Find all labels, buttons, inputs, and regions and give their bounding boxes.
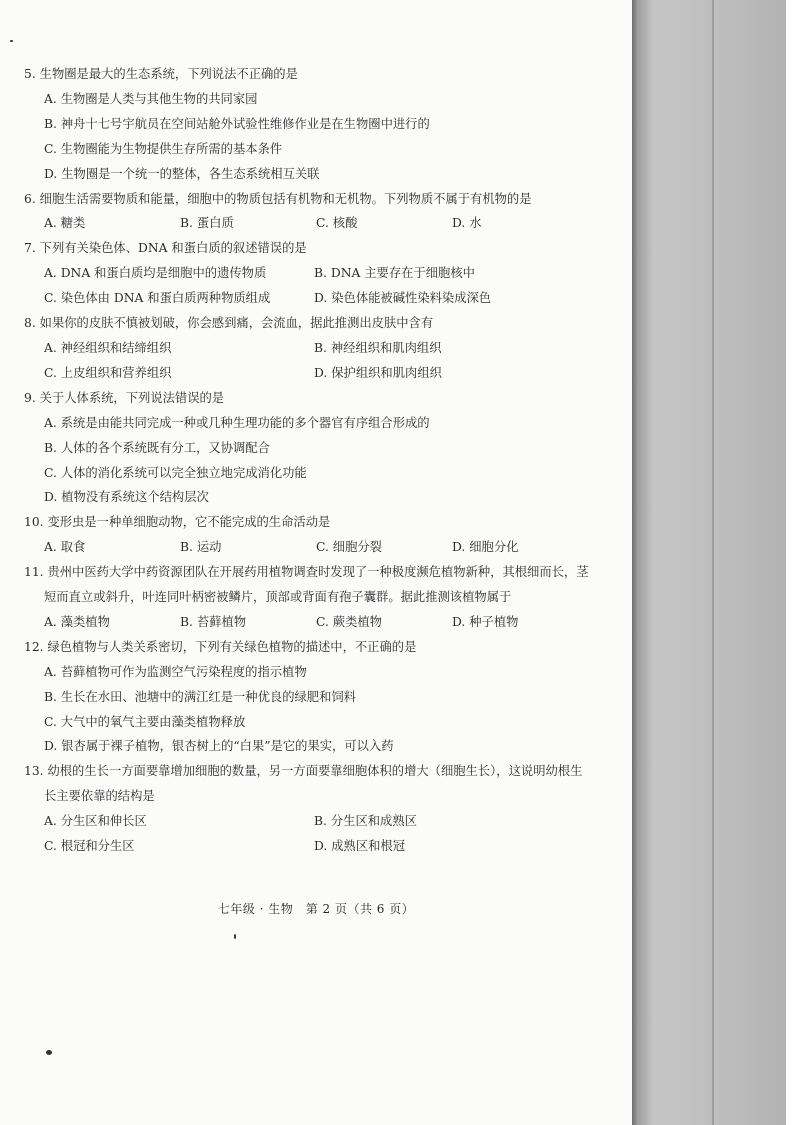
- option-b: B. 神舟十七号宇航员在空间站舱外试验性维修作业是在生物圈中进行的: [44, 116, 430, 131]
- option-b: B. 苔藓植物: [180, 614, 247, 629]
- question-stem: 11. 贵州中医药大学中药资源团队在开展药用植物调查时发现了一种极度濒危植物新种，其根细而长，茎短而直立或斜升，叶连同叶柄密被鳞片，顶部或背面有孢子囊群。据此推测该植物属于: [24, 565, 589, 605]
- scan-edge-line: [712, 0, 714, 1125]
- option-a: A. 神经组织和结缔组织: [44, 340, 172, 355]
- option-a: A. 取食: [44, 540, 86, 555]
- question-stem: 9. 关于人体系统，下列说法错误的是: [24, 390, 225, 405]
- option-d: D. 细胞分化: [452, 540, 519, 555]
- option-a: A. 藻类植物: [44, 614, 110, 629]
- question-12: [24, 635, 592, 760]
- question-9: [24, 386, 592, 511]
- option-c: C. 生物圈能为生物提供生存所需的基本条件: [44, 141, 283, 156]
- option-b: B. 运动: [180, 540, 222, 555]
- question-stem: 10. 变形虫是一种单细胞动物，它不能完成的生命活动是: [24, 515, 331, 530]
- option-a: A. 糖类: [44, 216, 86, 231]
- option-d: D. 染色体能被碱性染料染成深色: [314, 291, 492, 306]
- option-d: D. 种子植物: [452, 614, 519, 629]
- scan-speck: [10, 40, 13, 42]
- scan-speck: [234, 934, 236, 939]
- question-stem: 5. 生物圈是最大的生态系统，下列说法不正确的是: [24, 67, 298, 81]
- option-c: C. 核酸: [316, 216, 358, 231]
- question-13: [24, 759, 592, 859]
- options-row: [24, 610, 592, 635]
- option-d: D. 水: [452, 216, 482, 231]
- option-b: B. 生长在水田、池塘中的满江红是一种优良的绿肥和饲料: [44, 689, 356, 704]
- options-row: [24, 211, 592, 236]
- scan-speck: [46, 1050, 52, 1055]
- question-stem: 6. 细胞生活需要物质和能量，细胞中的物质包括有机物和无机物。下列物质不属于有机物的是: [24, 191, 532, 206]
- question-10: [24, 510, 592, 560]
- option-c: C. 人体的消化系统可以完全独立地完成消化功能: [44, 465, 307, 480]
- option-d: D. 生物圈是一个统一的整体，各生态系统相互关联: [44, 166, 320, 181]
- option-a: A. 生物圈是人类与其他生物的共同家园: [44, 91, 258, 106]
- option-c: C. 染色体由 DNA 和蛋白质两种物质组成: [44, 291, 271, 306]
- option-a: A. 分生区和伸长区: [44, 814, 147, 829]
- options-row: [24, 535, 592, 560]
- option-d: D. 银杏属于裸子植物，银杏树上的“白果”是它的果实，可以入药: [44, 739, 394, 754]
- question-7: [24, 236, 592, 311]
- option-b: B. DNA 主要存在于细胞核中: [314, 266, 475, 281]
- option-b: B. 人体的各个系统既有分工，又协调配合: [44, 440, 270, 455]
- page-footer: 七年级 · 生物 第 2 页（共 6 页）: [217, 902, 415, 916]
- question-5: [24, 62, 592, 187]
- question-6: [24, 187, 592, 237]
- options-row: [24, 286, 592, 311]
- question-8: [24, 311, 592, 386]
- question-stem: 7. 下列有关染色体、DNA 和蛋白质的叙述错误的是: [24, 241, 307, 256]
- options-row: [24, 336, 592, 361]
- option-b: B. 蛋白质: [180, 216, 234, 231]
- option-b: B. 分生区和成熟区: [314, 814, 417, 829]
- option-a: A. 系统是由能共同完成一种或几种生理功能的多个器官有序组合形成的: [44, 415, 430, 430]
- option-d: D. 保护组织和肌肉组织: [314, 365, 442, 380]
- options-row: [24, 361, 592, 386]
- option-c: C. 细胞分裂: [316, 540, 382, 555]
- option-d: D. 植物没有系统这个结构层次: [44, 490, 209, 505]
- question-11: [24, 560, 592, 635]
- option-a: A. 苔藓植物可作为监测空气污染程度的指示植物: [44, 664, 307, 679]
- option-d: D. 成熟区和根冠: [314, 839, 406, 854]
- option-c: C. 上皮组织和营养组织: [44, 365, 172, 380]
- question-list: [24, 62, 592, 859]
- options-row: [24, 261, 592, 286]
- question-stem: 12. 绿色植物与人类关系密切，下列有关绿色植物的描述中，不正确的是: [24, 639, 417, 654]
- scan-edge-shadow: [632, 0, 786, 1125]
- option-c: C. 根冠和分生区: [44, 839, 135, 854]
- option-c: C. 大气中的氧气主要由藻类植物释放: [44, 714, 246, 729]
- options-row: [24, 809, 592, 834]
- option-b: B. 神经组织和肌肉组织: [314, 340, 442, 355]
- question-stem: 13. 幼根的生长一方面要靠增加细胞的数量，另一方面要靠细胞体积的增大（细胞生长），这说明幼根生长主要依靠的结构是: [24, 764, 583, 804]
- option-c: C. 蕨类植物: [316, 614, 382, 629]
- question-stem: 8. 如果你的皮肤不慎被划破，你会感到痛，会流血，据此推测出皮肤中含有: [24, 316, 434, 331]
- options-row: [24, 834, 592, 859]
- option-a: A. DNA 和蛋白质均是细胞中的遗传物质: [44, 266, 267, 281]
